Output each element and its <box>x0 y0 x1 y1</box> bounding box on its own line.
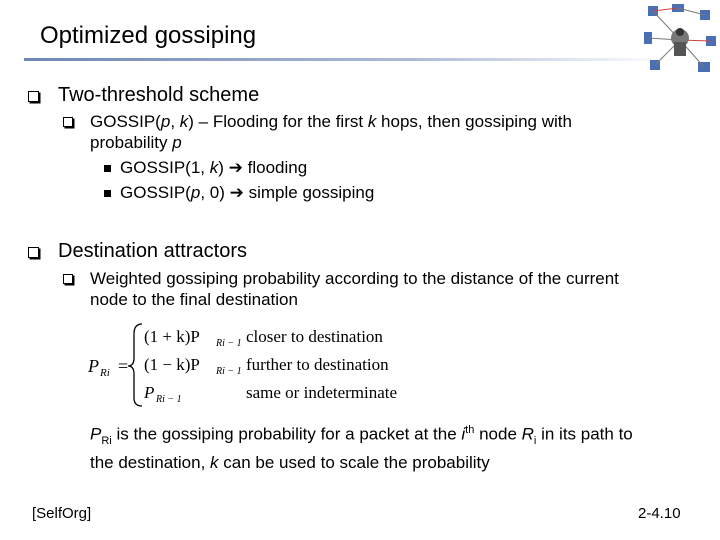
bullet-box-2 <box>28 247 39 258</box>
text: flooding <box>242 158 308 177</box>
gossip-var-k2: k <box>367 112 377 131</box>
gossip-var-k: k <box>179 112 189 131</box>
bullet-gossip-pk <box>90 111 650 153</box>
gossip-var-p2: p <box>172 133 182 152</box>
var-k: k <box>209 158 219 177</box>
gossip-text-d: hops, then gossiping with <box>376 112 572 131</box>
weighted-line1: Weighted gossiping probability according to the distance of the current <box>90 269 619 288</box>
note-line2-b: can be used to scale the probability <box>218 453 490 473</box>
formula-brace <box>128 324 142 406</box>
gossip-text-prob: probability <box>90 133 173 152</box>
network-logo-icon <box>642 2 718 76</box>
note-t3: in its path to <box>536 424 633 444</box>
text: ) <box>218 158 229 177</box>
formula-case2-sub: Ri − 1 <box>216 366 242 377</box>
note-r: R <box>521 424 534 444</box>
note-p: P <box>90 424 102 444</box>
weighted-line2: node to the final destination <box>90 290 298 309</box>
bullet-square-1 <box>104 165 111 172</box>
gossip-var-p: p <box>160 112 171 131</box>
note-t2: node <box>474 424 522 444</box>
bullet-destination-attractors: Destination attractors <box>58 240 247 262</box>
gossip-text-c: ) – Flooding for the first <box>188 112 368 131</box>
text: GOSSIP( <box>120 183 191 202</box>
formula-case3-expr: P <box>144 383 155 402</box>
formula-note <box>90 420 700 473</box>
formula-case3-sub: Ri − 1 <box>156 394 182 405</box>
bullet-square-2 <box>104 190 111 197</box>
gossip-text-b: , <box>170 112 180 131</box>
formula-case3-cond: same or indeterminate <box>246 383 398 402</box>
bullet-gossip-p0 <box>120 183 374 203</box>
slide-title: Optimized gossiping <box>40 22 257 49</box>
formula-case1-expr: (1 + k)P <box>144 327 200 346</box>
formula-lhs: P <box>88 356 99 376</box>
formula-case2-expr: (1 − k)P <box>144 355 200 374</box>
var-p: p <box>190 183 201 202</box>
bullet-weighted-gossiping <box>90 268 690 310</box>
note-line2-k: k <box>210 453 219 473</box>
probability-formula <box>88 320 428 410</box>
text: GOSSIP(1, <box>120 158 210 177</box>
note-p-sub: Ri <box>101 435 112 448</box>
bullet-two-threshold: Two-threshold scheme <box>58 84 260 106</box>
arrow-right-icon: ➔ <box>228 158 243 177</box>
bullet-box-1-1 <box>63 117 73 127</box>
note-line2-a: the destination, <box>90 453 211 473</box>
note-t1: is the gossiping probability for a packet at the <box>111 424 462 444</box>
formula-case2-cond: further to destination <box>246 355 389 374</box>
note-i: i <box>461 424 466 444</box>
footer-source: [SelfOrg] <box>32 505 92 522</box>
arrow-right-icon: ➔ <box>229 183 244 202</box>
text: , 0) <box>200 183 230 202</box>
title-underline <box>24 58 674 61</box>
bullet-gossip-1k <box>120 158 307 178</box>
bullet-box-1 <box>28 91 39 102</box>
formula-case1-sub: Ri − 1 <box>216 338 242 349</box>
bullet-box-2-1 <box>63 274 73 284</box>
formula-eq: = <box>118 356 129 376</box>
note-r-sub: i <box>533 435 537 448</box>
gossip-text-a: GOSSIP( <box>90 112 161 131</box>
text: simple gossiping <box>243 183 375 202</box>
formula-lhs-sub: Ri <box>100 367 110 379</box>
footer-page-number: 2-4.10 <box>638 505 681 522</box>
note-th: th <box>465 424 475 436</box>
formula-case1-cond: closer to destination <box>246 327 383 346</box>
